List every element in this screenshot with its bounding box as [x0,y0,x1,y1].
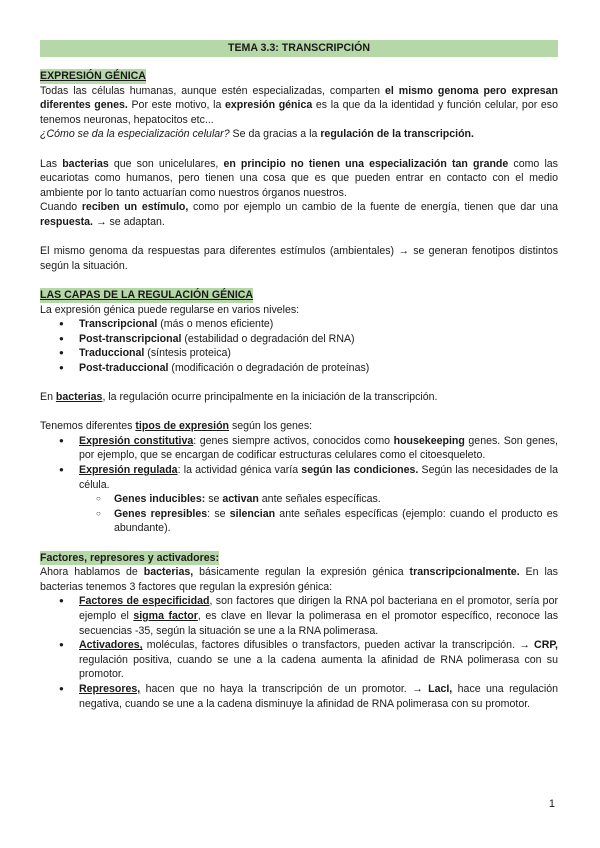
page-title: TEMA 3.3: TRANSCRIPCIÓN [40,40,558,57]
paragraph: En bacterias, la regulación ocurre principalmente en la iniciación de la transcripción. [40,391,438,404]
section-expresion-genica [40,69,558,273]
list-item: ● Expresión regulada: la actividad génica varía según las condiciones. Según las necesidades de la célula. [40,463,558,492]
section-heading: EXPRESIÓN GÉNICA [40,70,146,82]
paragraph: Las bacterias que son unicelulares, en principio no tienen una especialización tan grande como las eucariotas como humanos, pero tienen una cosa que es que pueden entrar en contacto con el medio ambiente por lo tanto actuarían como nuestros órganos nuestros. [40,157,558,199]
paragraph: Tenemos diferentes tipos de expresión según los genes: [40,420,313,433]
regulation-levels-list [40,317,558,375]
paragraph: Todas las células humanas, aunque estén especializadas, comparten el mismo genoma pero expresan diferentes genes. Por este motivo, la expresión génica es la que da la identidad y función celular, por eso tenemos neuronas, hepatocitos etc... [40,84,558,126]
section-heading: Factores, represores y activadores: [40,551,220,564]
section-factores [40,551,558,712]
paragraph: Ahora hablamos de bacterias, básicamente regulan la expresión génica transcripcionalmente. En las bacterias tenemos 3 factores que regulan la expresión génica: [40,566,558,593]
list-item: ● Traduccional (síntesis proteica) [40,346,558,361]
gene-types-sublist [40,492,558,536]
list-item: ○ Genes represibles: se silencian ante señales específicas (ejemplo: cuando el producto es abundante). [40,507,558,536]
paragraph: ¿Cómo se da la especialización celular? Se da gracias a la regulación de la transcripción. [40,128,474,141]
list-item: ○ Genes inducibles: se activan ante señales específicas. [40,492,558,507]
factors-list [40,594,558,711]
paragraph: Cuando reciben un estímulo, como por ejemplo un cambio de la fuente de energía, tienen que dar una respuesta. → se adaptan. [40,201,559,228]
page-number: 1 [548,798,555,810]
list-item: ● Post-traduccional (modificación o degradación de proteínas) [40,361,558,376]
section-heading: LAS CAPAS DE LA REGULACIÓN GÉNICA [40,288,254,301]
list-item: ● Activadores, moléculas, factores difusibles o transfactors, pueden activar la transcripción. → CRP, regulación positiva, cuando se une a la cadena aumenta la afinidad de RNA polimerasa con su promotor. [40,638,558,682]
list-item: ● Post-transcripcional (estabilidad o degradación del RNA) [40,332,558,347]
expression-types-list [40,434,558,492]
section-capas-regulacion [40,288,558,536]
document-page [40,40,558,711]
list-item: ● Expresión constitutiva: genes siempre activos, conocidos como housekeeping genes. Son genes, por ejemplo, que se encargan de codificar estructuras celulares como el citoesqueleto. [40,434,558,463]
list-item: ● Factores de especificidad, son factores que dirigen la RNA pol bacteriana en el promotor, sería por ejemplo el sigma factor, es clave en llevar la polimerasa en el promotor específico, reconoce las secuencias -35, según la situación se une a la RNA polimerasa. [40,594,558,638]
paragraph: El mismo genoma da respuestas para diferentes estímulos (ambientales) → se generan fenotipos distintos según la situación. [40,245,558,272]
paragraph: La expresión génica puede regularse en varios niveles: [40,303,300,316]
list-item: ● Transcripcional (más o menos eficiente) [40,317,558,332]
list-item: ● Represores, hacen que no haya la transcripción de un promotor. → LacI, hace una regulación negativa, cuando se une a la cadena disminuye la afinidad de RNA polimerasa con su promotor. [40,682,558,711]
